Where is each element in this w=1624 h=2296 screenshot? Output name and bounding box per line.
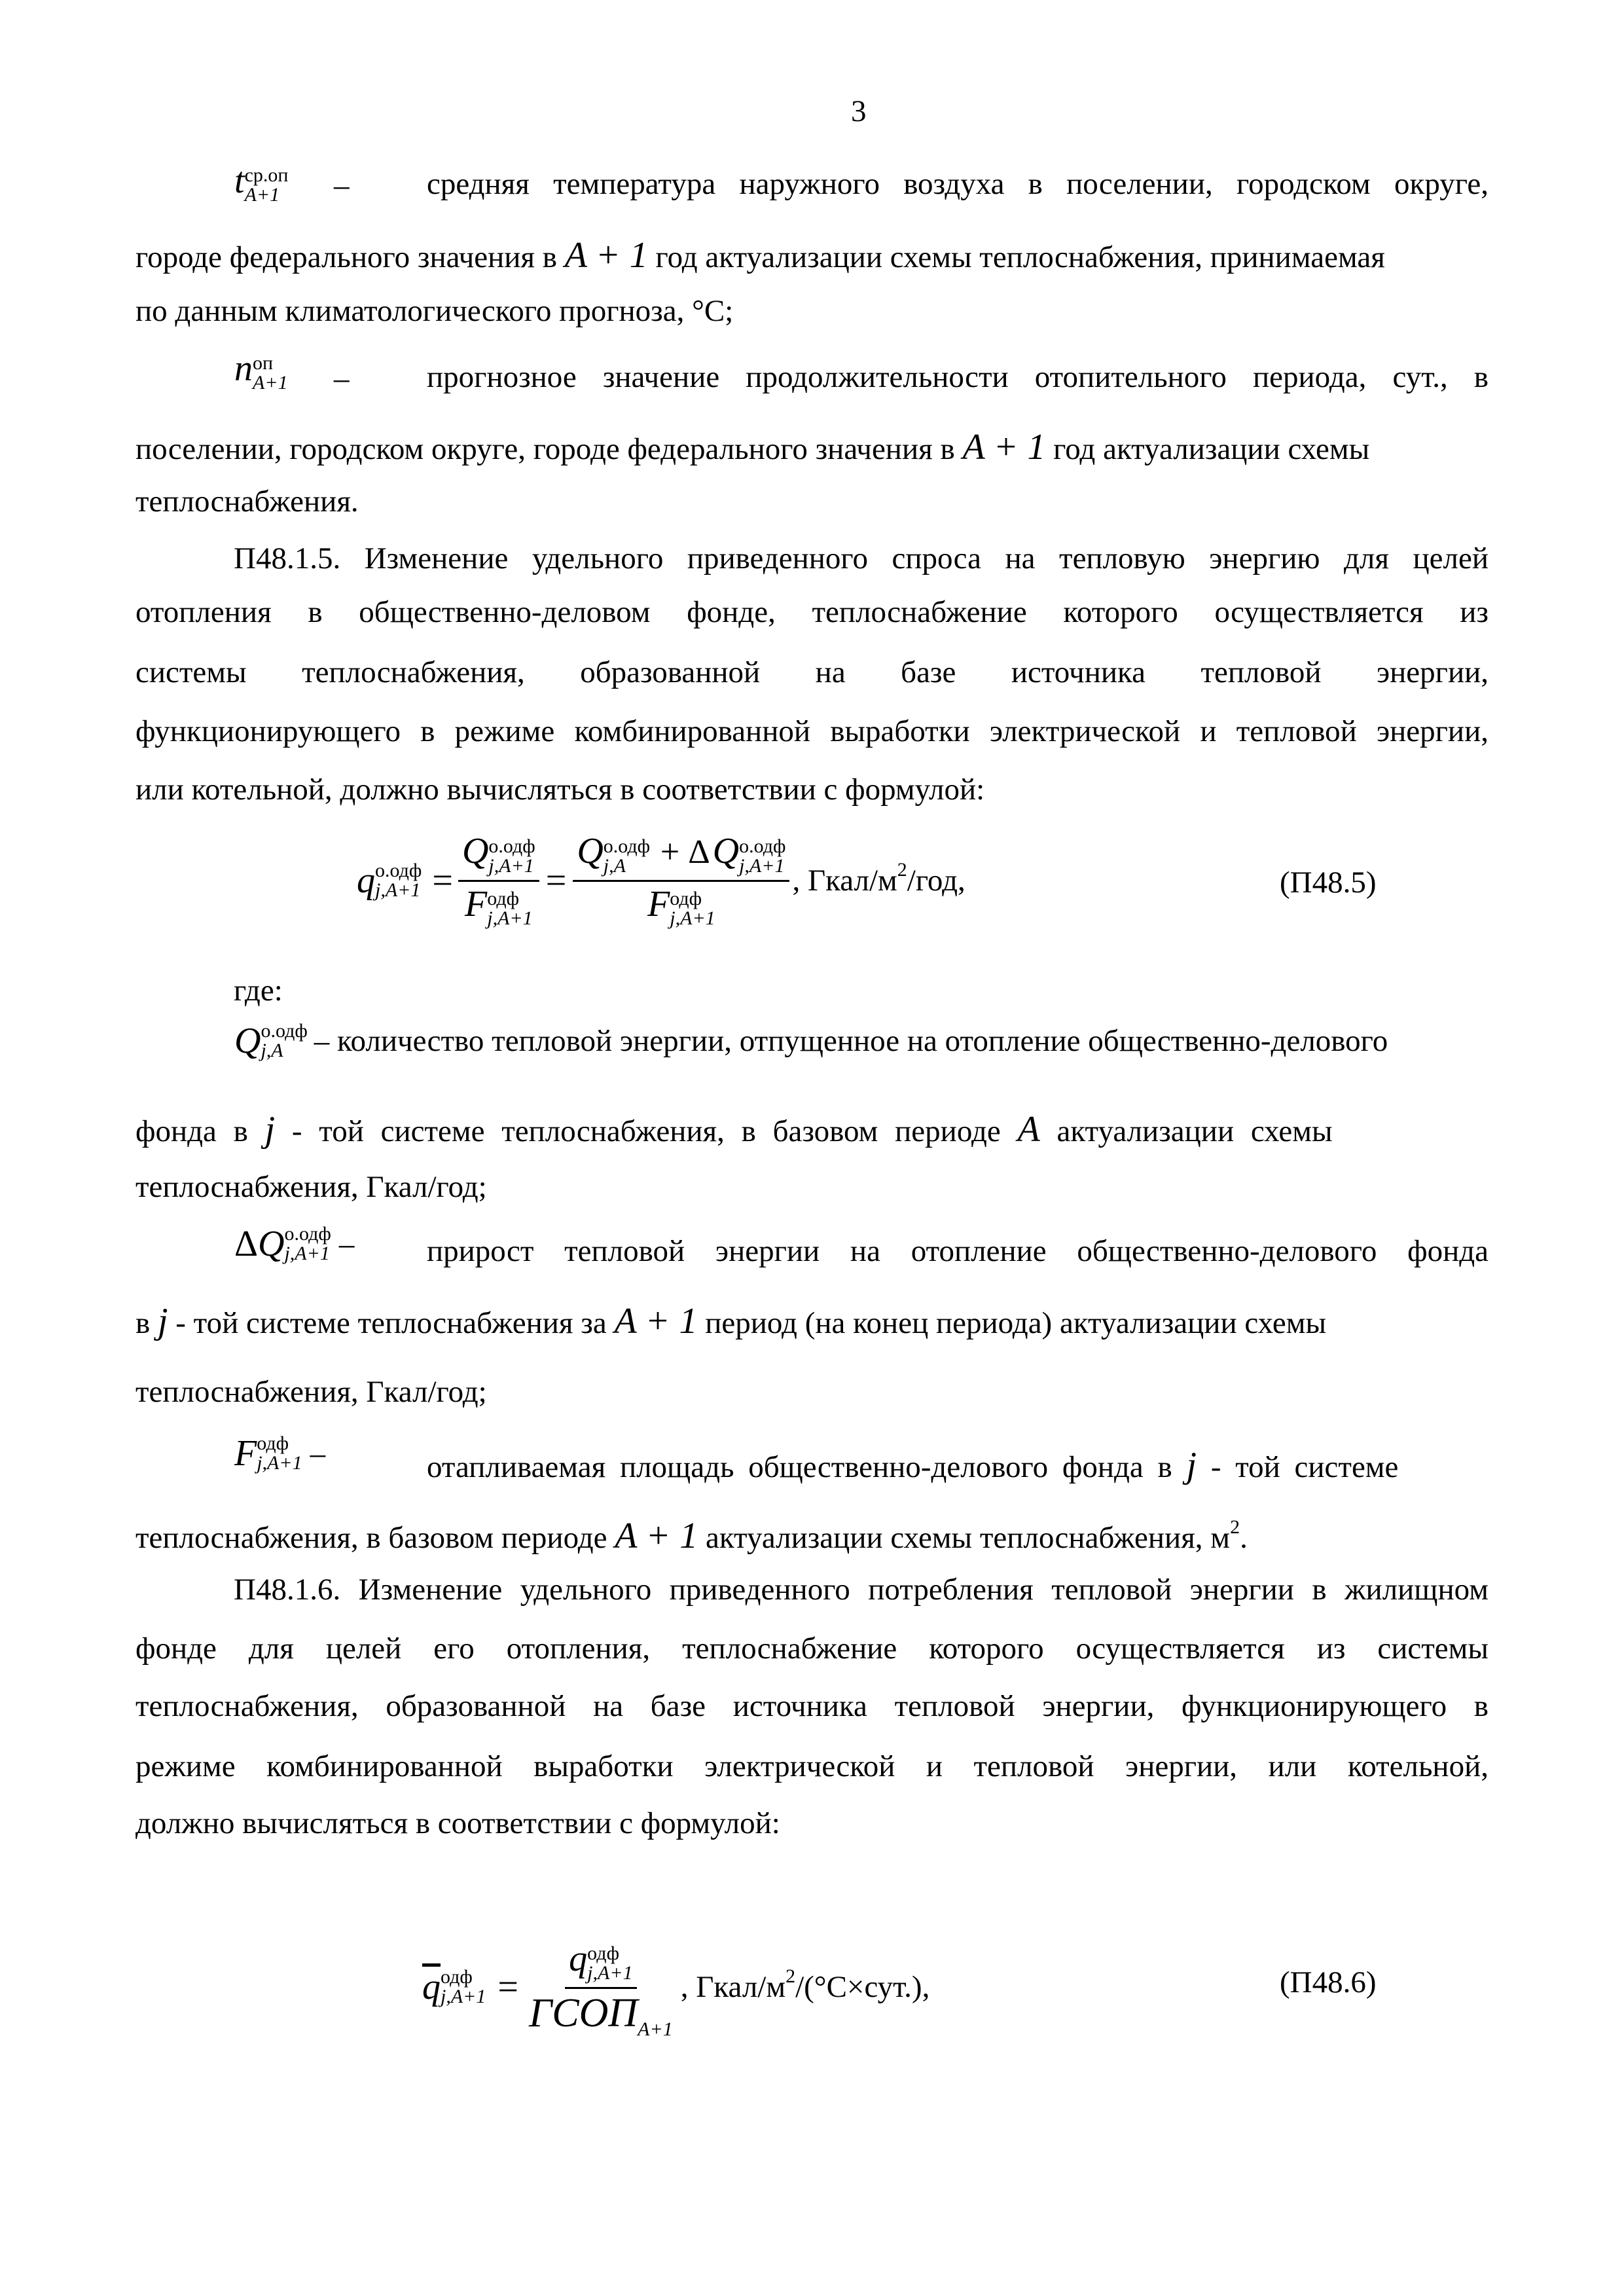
dQ-def-line3: теплоснабжения, Гкал/год; (135, 1375, 487, 1409)
F-def-line1: отапливаемая площадь общественно-делового фонда в j - той системе (427, 1445, 1399, 1485)
fraction-gsop: q одф j,A+1 $ГСОП_{A+1}$ (529, 1938, 673, 2041)
t-def-dash: – (334, 168, 350, 202)
where-label: где: (234, 974, 283, 1008)
para-1-6-line2: фонде для целей его отопления, теплоснабжение которого осуществляется из системы (135, 1631, 1489, 1666)
dQ-def-line1: прирост тепловой энергии на отопление общественно-делового фонда (427, 1234, 1489, 1268)
n-def-line1: прогнозное значение продолжительности отопительного периода, сут., в (427, 360, 1489, 394)
t-def-line1: средняя температура наружного воздуха в поселении, городском округе, (427, 167, 1489, 201)
F-def-line2: теплоснабжения, в базовом периоде A + 1 актуализации схемы теплоснабжения, $м^2$. (135, 1516, 1248, 1556)
para-1-5-line2: отопления в общественно-деловом фонде, теплоснабжение которого осуществляется из (135, 595, 1489, 629)
symbol-t-avg-temp: t ср.оп A+1 (234, 160, 289, 206)
fraction-1: Q о.одф j,A+1 F одф j,A+1 (458, 833, 539, 928)
dQ-def-line2: в j - той системе теплоснабжения за A + 1 период (на конец периода) актуализации схемы (135, 1301, 1327, 1341)
n-def-line2: поселении, городском округе, городе федерального значения в A + 1 год актуализации схемы (135, 427, 1370, 467)
para-1-5-line3: системы теплоснабжения, образованной на базе источника тепловой энергии, (135, 655, 1489, 689)
para-1-6-line5: должно вычисляться в соответствии с формулой: (135, 1806, 780, 1840)
t-def-line3: по данным климатологического прогноза, °С; (135, 294, 734, 328)
Q-def-line3: теплоснабжения, Гкал/год; (135, 1170, 487, 1204)
formula-48-5: q о.одф j,A+1 = Q о.одф j,A+1 F одф j,A+1 = Q о.одф j,A + ΔQ о.одф j,A+1 F одф j,A+1 , Гкал/$м^2$/год, (357, 831, 965, 929)
symbol-F-area: F одф j,A+1 – (234, 1432, 326, 1474)
n-def-line3: теплоснабжения. (135, 484, 359, 519)
formula-48-5-label: (П48.5) (1280, 866, 1377, 900)
Q-def-line1: Q о.одф j,A – количество тепловой энергии, отпущенное на отопление общественно-делового (234, 1020, 1388, 1061)
symbol-n-period: n оп A+1 (234, 348, 288, 394)
symbol-delta-Q: Δ Q о.одф j,A+1 – (234, 1223, 355, 1264)
t-def-line2: городе федерального значения в A + 1 год актуализации схемы теплоснабжения, принимаемая (135, 235, 1385, 276)
para-1-6-line3: теплоснабжения, образованной на базе источника тепловой энергии, функционирующего в (135, 1689, 1489, 1723)
fraction-2: Q о.одф j,A + ΔQ о.одф j,A+1 F одф j,A+1 (573, 833, 789, 928)
para-1-5-line5: или котельной, должно вычисляться в соответствии с формулой: (135, 773, 985, 807)
n-def-dash: – (334, 361, 350, 395)
Q-def-line2: фонда в j - той системе теплоснабжения, в базовом периоде A актуализации схемы (135, 1109, 1333, 1150)
page-number: 3 (851, 94, 867, 128)
formula-48-6-label: (П48.6) (1280, 1965, 1377, 1999)
para-1-6-line1: П48.1.6. Изменение удельного приведенного потребления тепловой энергии в жилищном (234, 1573, 1489, 1607)
para-1-6-line4: режиме комбинированной выработки электрической и тепловой энергии, или котельной, (135, 1749, 1489, 1783)
para-1-5-line1: П48.1.5. Изменение удельного приведенного спроса на тепловую энергию для целей (234, 541, 1489, 575)
formula-48-6: $\overline{q}$ одф j,A+1 = q одф j,A+1 $ГСОП_{A+1}$ , Гкал/$м^2/(^\circ С\times сут.)$, (422, 1938, 930, 2041)
para-1-5-line4: функционирующего в режиме комбинированной выработки электрической и тепловой энергии, (135, 714, 1489, 748)
